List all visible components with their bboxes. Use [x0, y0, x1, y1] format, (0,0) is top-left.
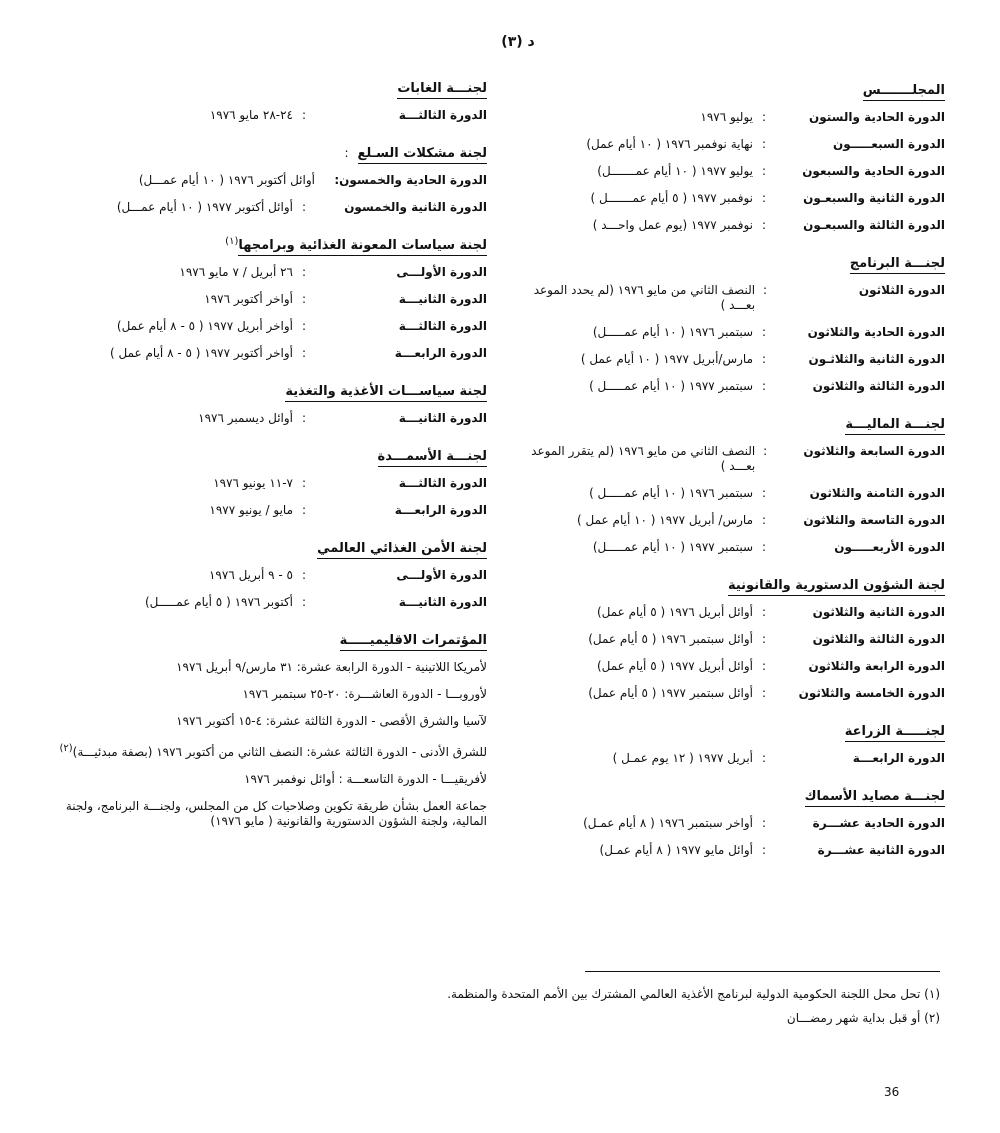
left-column — [35, 70, 487, 841]
session-row: الدورة الثانية عشـــرة : أوائل مايو ١٩٧٧ ( ٨ أيام عمـل) — [520, 843, 945, 858]
session-row: الدورة الثانيـــة : أواخر أكتوبر ١٩٧٦ — [35, 292, 487, 307]
regional-line: لأوروبـــا - الدورة العاشـــرة: ٢٠-٢٥ سبتمبر ١٩٧٦ — [242, 687, 487, 701]
session-date: مارس/ أبريل ١٩٧٧ ( ١٠ أيام عمل ) — [577, 513, 753, 527]
session-row: الدورة السابعة والثلاثون : النصف الثاني من مايو ١٩٧٦ (لم يتقرر الموعد بعـــد ) — [520, 444, 945, 474]
regional-conferences-section — [35, 622, 487, 829]
section-title: لجنة الأمن الغذائي العالمي — [317, 541, 487, 559]
section-title: لجنـــــة الزراعة — [845, 724, 945, 742]
session-label: الدورة الثانيـــة — [398, 411, 487, 425]
session-label: الدورة الثانية والخمسون — [344, 200, 487, 214]
session-date: سبتمبر ١٩٧٦ ( ١٠ أيام عمـــــل ) — [589, 486, 753, 500]
session-date: أكتوبر ١٩٧٦ ( ٥ أيام عمـــــل) — [144, 595, 293, 609]
session-label: الدورة الرابعـــة — [394, 503, 487, 517]
session-date: سبتمبر ١٩٧٧ ( ١٠ أيام عمـــــل ) — [589, 379, 753, 393]
session-label: الدورة الحادية عشـــرة — [812, 816, 945, 830]
regional-line: لأفريقيـــا - الدورة التاسعـــة : أوائل نوفمبر ١٩٧٦ — [244, 772, 487, 786]
session-label: الدورة الثانية والثلاثون — [812, 605, 945, 619]
session-date: سبتمبر ١٩٧٦ ( ١٠ أيام عمـــــل) — [592, 325, 753, 339]
session-date: أوائل سبتمبر ١٩٧٧ ( ٥ أيام عمل) — [588, 686, 753, 700]
programme-committee-section — [520, 245, 945, 394]
footnotes — [320, 982, 940, 1030]
regional-line: لآسيا والشرق الأقصى - الدورة الثالثة عشرة: ٤-١٥ أكتوبر ١٩٧٦ — [176, 714, 487, 728]
session-label: الدورة الثانية عشـــرة — [817, 843, 945, 857]
section-title: لجنـــة الغابات — [397, 81, 487, 99]
session-row: الدورة السبعـــــون : نهاية نوفمبر ١٩٧٦ ( ١٠ أيام عمل) — [520, 137, 945, 152]
section-title: لجنـــة مصايد الأسماك — [805, 789, 945, 807]
session-row: الدورة الأولـــى : ٥ - ٩ أبريل ١٩٧٦ — [35, 568, 487, 583]
session-label: الدورة الثلاثون — [858, 283, 945, 297]
session-row: الدورة الثانيـــة : أكتوبر ١٩٧٦ ( ٥ أيام عمـــــل) — [35, 595, 487, 610]
session-date: يوليو ١٩٧٦ — [700, 110, 753, 124]
session-row: الدورة الحادية والسبعون : يوليو ١٩٧٧ ( ١٠ أيام عمـــــــل) — [520, 164, 945, 179]
section-title: لجنـــة الأسمـــدة — [378, 449, 487, 467]
session-label: الدورة الثالثة والسبعـون — [803, 218, 945, 232]
footnote-marker: (٢) — [59, 743, 73, 754]
session-row: الدورة الرابعة والثلاثون : أوائل أبريل ١٩٧٧ ( ٥ أيام عمل) — [520, 659, 945, 674]
session-date: النصف الثاني من مايو ١٩٧٦ (لم يحدد الموعد بعـــد ) — [533, 283, 756, 312]
session-row: الدورة الأولـــى : ٢٦ أبريل / ٧ مايو ١٩٧٦ — [35, 265, 487, 280]
session-label: الدورة الثالثـــة — [398, 476, 487, 490]
session-date: أوائل مايو ١٩٧٧ ( ٨ أيام عمـل) — [599, 843, 753, 857]
session-row: الدورة الثانية والخمسون : أوائل أكتوبر ١٩٧٧ ( ١٠ أيام عمـــل) — [35, 200, 487, 215]
footnote-marker: (١) — [225, 236, 239, 247]
session-row: الدورة الثالثـــة : ٢٤-٢٨ مايو ١٩٧٦ — [35, 108, 487, 123]
session-date: أوائل أكتوبر ١٩٧٦ ( ١٠ أيام عمـــل) — [138, 173, 315, 187]
session-date: ٧-١١ يونيو ١٩٧٦ — [213, 476, 293, 490]
session-date: أواخر أبريل ١٩٧٧ ( ٥ - ٨ أيام عمل) — [116, 319, 293, 333]
section-title: المؤتمرات الاقليميـــــة — [340, 633, 487, 651]
session-row: الدورة الثالثـــة : أواخر أبريل ١٩٧٧ ( ٥ - ٨ أيام عمل) — [35, 319, 487, 334]
session-label: الدورة الثالثة والثلاثون — [812, 379, 945, 393]
session-label: الدورة السابعة والثلاثون — [803, 444, 945, 458]
session-label: الدورة الثالثـــة — [398, 319, 487, 333]
session-row: الدورة الحادية عشـــرة : أواخر سبتمبر ١٩٧٦ ( ٨ أيام عمـل) — [520, 816, 945, 831]
working-group-text: جماعة العمل بشأن طريقة تكوين وصلاحيات كل من المجلس، ولجنـــة البرنامج، ولجنة المالية، ولجنة الشؤون الدستورية والقانونية ( مايو ١٩٧٦) — [65, 799, 487, 828]
session-date: أوائل أكتوبر ١٩٧٧ ( ١٠ أيام عمـــل) — [116, 200, 293, 214]
session-row: الدورة الثانية والسبعـون : نوفمبر ١٩٧٧ ( ٥ أيام عمـــــــل ) — [520, 191, 945, 206]
session-label: الدورة الرابعـــة — [394, 346, 487, 360]
session-label: الدورة الثانية والثلاثـون — [808, 352, 945, 366]
forestry-committee-section — [35, 70, 487, 123]
page-number: 36 — [884, 1085, 900, 1099]
session-date: ٢٦ أبريل / ٧ مايو ١٩٧٦ — [179, 265, 293, 279]
page-code: د (٣) — [501, 34, 535, 50]
session-label: الدورة الحادية والسبعون — [802, 164, 945, 178]
footnote-1: (١) تحل محل اللجنة الحكومية الدولية لبرنامج الأغذية العالمي المشترك بين الأمم المتحدة والمنظمة. — [447, 987, 940, 1001]
session-label: الدورة الأولـــى — [396, 568, 487, 582]
session-date: مايو / يونيو ١٩٧٧ — [209, 503, 293, 517]
session-label: الدورة الأربعـــــون — [834, 540, 945, 554]
session-date: مارس/أبريل ١٩٧٧ ( ١٠ أيام عمل ) — [580, 352, 753, 366]
fertilizers-section — [35, 438, 487, 518]
session-row: الدورة الخامسة والثلاثون : أوائل سبتمبر ١٩٧٧ ( ٥ أيام عمل) — [520, 686, 945, 701]
session-label: الدورة الثانية والسبعـون — [803, 191, 945, 205]
session-date: يوليو ١٩٧٧ ( ١٠ أيام عمـــــــل) — [597, 164, 753, 178]
regional-line: لأمريكا اللاتينية - الدورة الرابعة عشرة: ٣١ مارس/٩ أبريل ١٩٧٦ — [176, 660, 487, 674]
session-label: الدورة الرابعة والثلاثون — [808, 659, 945, 673]
session-date: أواخر أكتوبر ١٩٧٦ — [204, 292, 293, 306]
session-date: نوفمبر ١٩٧٧ (يوم عمل واحـــد ) — [592, 218, 753, 232]
session-label: الدورة الحادية والستون — [808, 110, 945, 124]
session-label: الدورة الأولـــى — [396, 265, 487, 279]
session-row: الدورة الثانيـــة : أوائل ديسمبر ١٩٧٦ — [35, 411, 487, 426]
food-nutrition-policy-section — [35, 373, 487, 426]
session-date: نهاية نوفمبر ١٩٧٦ ( ١٠ أيام عمل) — [586, 137, 753, 151]
section-title: لجنـــة البرنامج — [850, 256, 945, 274]
session-label: الدورة الثامنة والثلاثون — [809, 486, 945, 500]
session-row: الدورة الثالثـــة : ٧-١١ يونيو ١٩٧٦ — [35, 476, 487, 491]
session-date: النصف الثاني من مايو ١٩٧٦ (لم يتقرر الموعد بعـــد ) — [531, 444, 756, 473]
commodity-problems-section: لجنة مشكلات السـلع: الدورة الحادية والخمسون: أوائل أكتوبر ١٩٧٦ ( ١٠ أيام عمـــل) الدورة الثانية والخمسون : أوائل أكتوبر ١٩٧٧ ( ١٠ أيام عمـــل) — [35, 135, 487, 215]
food-security-section — [35, 530, 487, 610]
session-label: الدورة التاسعة والثلاثون — [803, 513, 945, 527]
session-label: الدورة الحادية والخمسون: — [334, 173, 487, 187]
session-label: الدورة الخامسة والثلاثون — [798, 686, 945, 700]
session-date: أوائل أبريل ١٩٧٦ ( ٥ أيام عمل) — [596, 605, 753, 619]
session-row: الدورة الحادية والستون : يوليو ١٩٧٦ — [520, 110, 945, 125]
session-date: نوفمبر ١٩٧٧ ( ٥ أيام عمـــــــل ) — [590, 191, 753, 205]
session-row: الدورة الثلاثون : النصف الثاني من مايو ١٩٧٦ (لم يحدد الموعد بعـــد ) — [520, 283, 945, 313]
section-title: المجلـــــــس — [863, 83, 945, 101]
session-label: الدورة الحادية والثلاثون — [807, 325, 945, 339]
footnote-2: (٢) أو قبل بداية شهر رمضـــان — [786, 1011, 940, 1025]
session-label: الدورة السبعـــــون — [833, 137, 945, 151]
session-row: الدورة الحادية والثلاثون : سبتمبر ١٩٧٦ ( ١٠ أيام عمـــــل) — [520, 325, 945, 340]
session-row: الدورة الرابعـــة : أواخر أكتوبر ١٩٧٧ ( ٥ - ٨ أيام عمل ) — [35, 346, 487, 361]
session-date: أبريل ١٩٧٧ ( ١٢ يوم عمـل ) — [612, 751, 753, 765]
section-title: لجنة مشكلات السـلع — [358, 146, 487, 164]
session-date: ٥ - ٩ أبريل ١٩٧٦ — [208, 568, 293, 582]
session-label: الدورة الرابعـــة — [852, 751, 945, 765]
session-row: الدورة الثانية والثلاثـون : مارس/أبريل ١٩٧٧ ( ١٠ أيام عمل ) — [520, 352, 945, 367]
session-row: الدورة الرابعـــة : مايو / يونيو ١٩٧٧ — [35, 503, 487, 518]
section-title: لجنة سياسات المعونة الغذائية وبرامجها — [238, 238, 487, 256]
footnote-divider — [585, 971, 940, 972]
session-row: الدورة الثالثة والسبعـون : نوفمبر ١٩٧٧ (يوم عمل واحـــد ) — [520, 218, 945, 233]
session-row: الدورة الأربعـــــون : سبتمبر ١٩٧٧ ( ١٠ أيام عمـــــل) — [520, 540, 945, 555]
session-date: أوائل ديسمبر ١٩٧٦ — [198, 411, 293, 425]
finance-committee-section — [520, 406, 945, 555]
regional-line-near-east — [35, 741, 487, 760]
session-row: الدورة الثالثة والثلاثون : سبتمبر ١٩٧٧ ( ١٠ أيام عمـــــل ) — [520, 379, 945, 394]
constitutional-legal-section — [520, 567, 945, 701]
session-date: أواخر سبتمبر ١٩٧٦ ( ٨ أيام عمـل) — [583, 816, 753, 830]
session-label: الدورة الثانيـــة — [398, 292, 487, 306]
session-row: الدورة الثانية والثلاثون : أوائل أبريل ١٩٧٦ ( ٥ أيام عمل) — [520, 605, 945, 620]
session-date: أواخر أكتوبر ١٩٧٧ ( ٥ - ٨ أيام عمل ) — [109, 346, 293, 360]
session-row: الدورة الثامنة والثلاثون : سبتمبر ١٩٧٦ ( ١٠ أيام عمـــــل ) — [520, 486, 945, 501]
session-label: الدورة الثالثـــة — [398, 108, 487, 122]
fisheries-committee-section — [520, 778, 945, 858]
session-row: الدورة التاسعة والثلاثون : مارس/ أبريل ١٩٧٧ ( ١٠ أيام عمل ) — [520, 513, 945, 528]
section-title: لجنة الشؤون الدستورية والقانونية — [728, 578, 945, 596]
session-date: ٢٤-٢٨ مايو ١٩٧٦ — [209, 108, 293, 122]
council-section — [520, 72, 945, 233]
session-date: سبتمبر ١٩٧٧ ( ١٠ أيام عمـــــل) — [592, 540, 753, 554]
session-label: الدورة الثانيـــة — [398, 595, 487, 609]
session-date: أوائل سبتمبر ١٩٧٦ ( ٥ أيام عمل) — [588, 632, 753, 646]
section-title: لجنـــة الماليـــة — [845, 417, 945, 435]
session-label: الدورة الثالثة والثلاثون — [812, 632, 945, 646]
food-aid-section — [35, 227, 487, 361]
session-row: الدورة الرابعـــة : أبريل ١٩٧٧ ( ١٢ يوم عمـل ) — [520, 751, 945, 766]
regional-line: للشرق الأدنى - الدورة الثالثة عشرة: النصف الثاني من أكتوبر ١٩٧٦ (بصفة مبدئيـــة) — [72, 745, 487, 759]
right-column — [520, 72, 945, 870]
session-row — [35, 173, 487, 188]
agriculture-committee-section — [520, 713, 945, 766]
section-title: لجنة سياســـات الأغذية والتغذية — [285, 384, 487, 402]
session-row: الدورة الثالثة والثلاثون : أوائل سبتمبر ١٩٧٦ ( ٥ أيام عمل) — [520, 632, 945, 647]
session-date: أوائل أبريل ١٩٧٧ ( ٥ أيام عمل) — [596, 659, 753, 673]
